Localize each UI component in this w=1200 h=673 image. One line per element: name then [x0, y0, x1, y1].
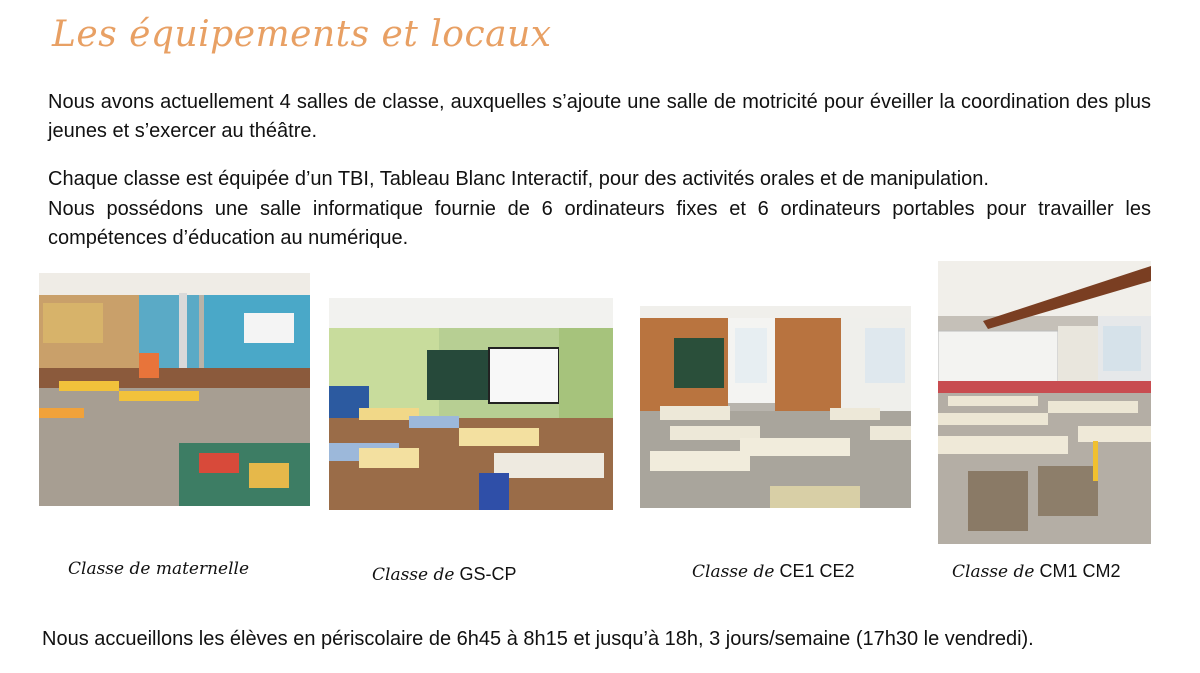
tbi-paragraph: Chaque classe est équipée d’un TBI, Tableau Blanc Interactif, pour des activités orales et de manipulation.: [48, 168, 989, 190]
photo-maternelle: [39, 273, 310, 506]
caption-script-text: Classe de maternelle: [68, 559, 250, 579]
caption-maternelle: [68, 558, 249, 579]
caption-script-text: Classe de: [692, 562, 775, 582]
photo-ce1-ce2: [640, 306, 911, 508]
periscolaire-footer: Nous accueillons les élèves en périscolaire de 6h45 à 8h15 et jusqu’à 18h, 3 jours/semaine (17h30 le vendredi).: [42, 628, 1034, 650]
classroom-photo-icon: [938, 261, 1151, 544]
classroom-photo-icon: [329, 298, 613, 510]
computer-room-paragraph: Nous possédons une salle informatique fournie de 6 ordinateurs fixes et 6 ordinateurs portables pour travailler les compétences d’éducation au numérique.: [48, 198, 1151, 249]
caption-class-level: GS-CP: [459, 564, 517, 584]
classroom-photo-icon: [39, 273, 310, 506]
caption-gs-cp: [372, 564, 516, 585]
photo-gs-cp: [329, 298, 613, 510]
caption-class-level: CM1 CM2: [1039, 561, 1121, 581]
intro-paragraph: Nous avons actuellement 4 salles de classe, auxquelles s’ajoute une salle de motricité pour éveiller la coordination des plus jeunes et s’exercer au théâtre.: [48, 91, 1151, 142]
caption-ce1-ce2: [692, 561, 855, 582]
photo-cm1-cm2: [938, 261, 1151, 544]
classroom-photo-icon: [640, 306, 911, 508]
caption-class-level: CE1 CE2: [779, 561, 855, 581]
caption-cm1-cm2: [952, 561, 1120, 582]
page-title: Les équipements et locaux: [52, 14, 552, 55]
caption-script-text: Classe de: [372, 565, 455, 585]
caption-script-text: Classe de: [952, 562, 1035, 582]
